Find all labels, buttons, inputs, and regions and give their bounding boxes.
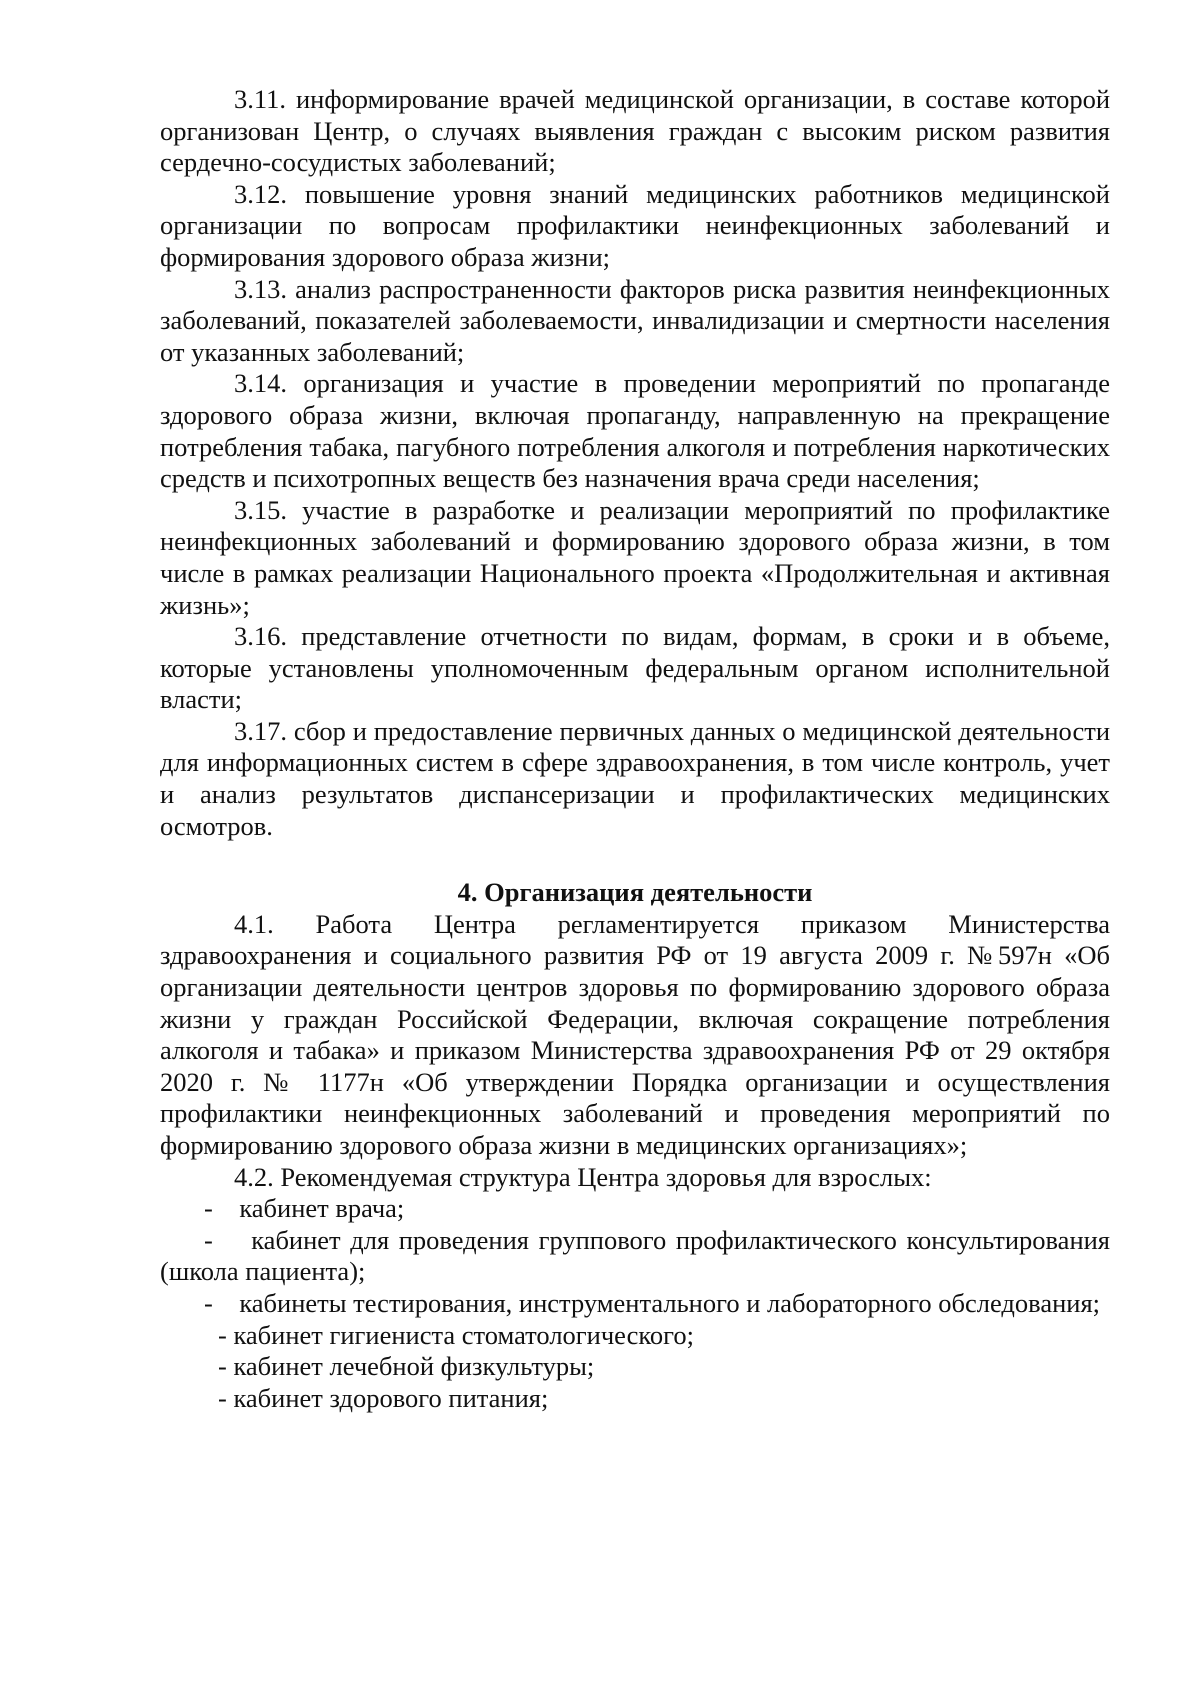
list-item-dental-hygienist: - кабинет гигиениста стоматологического;: [218, 1319, 694, 1350]
item-4-2: 4.2. Рекомендуемая структура Центра здоровья для взрослых:: [234, 1161, 932, 1192]
section-4-heading: 4. Организация деятельности: [457, 877, 813, 908]
item-3-11: 3.11. информирование врачей медицинской организации, в составе которой организован Центр, о случаях выявления граждан с высоким риском развития сердечно-сосудистых заболеваний;: [160, 84, 1110, 178]
list-item-group-consulting: - кабинет для проведения группового профилактического консультирования (школа пациента);: [160, 1224, 1117, 1287]
item-3-13: 3.13. анализ распространенности факторов риска развития неинфекционных заболеваний, показателей заболеваемости, инвалидизации и смертности населения от указанных заболеваний;: [160, 273, 1110, 367]
item-3-14: 3.14. организация и участие в проведении мероприятий по пропаганде здорового образа жизни, включая пропаганду, направленную на прекращение потребления табака, пагубного потребления алкоголя и потребления наркотических средств и психотропных веществ без назначения врача среди населения;: [160, 368, 1110, 494]
item-3-17: 3.17. сбор и предоставление первичных данных о медицинской деятельности для информационных систем в сфере здравоохранения, в том числе контроль, учет и анализ результатов диспансеризации и профилактических медицинских осмотров.: [160, 715, 1110, 841]
list-item-physical-therapy: - кабинет лечебной физкультуры;: [218, 1351, 595, 1382]
item-3-12: 3.12. повышение уровня знаний медицинских работников медицинской организации по вопросам профилактики неинфекционных заболеваний и формирования здорового образа жизни;: [160, 178, 1110, 272]
list-item-testing-rooms: - кабинеты тестирования, инструментального и лабораторного обследования;: [204, 1287, 1101, 1318]
list-item-healthy-nutrition: - кабинет здорового питания;: [218, 1382, 549, 1413]
list-item-doctor-office: - кабинет врача;: [204, 1193, 405, 1224]
item-3-15: 3.15. участие в разработке и реализации мероприятий по профилактике неинфекционных заболеваний и формированию здорового образа жизни, в том числе в рамках реализации Национального проекта «Продолжительная и активная жизнь»;: [160, 494, 1110, 620]
document-page: [160, 84, 1117, 1414]
item-3-16: 3.16. представление отчетности по видам, формам, в сроки и в объеме, которые установлены уполномоченным федеральным органом исполнительной власти;: [160, 621, 1110, 715]
item-4-1: 4.1. Работа Центра регламентируется приказом Министерства здравоохранения и социального развития РФ от 19 августа 2009 г. №597н «Об организации деятельности центров здоровья по формированию здорового образа жизни у граждан Российской Федерации, включая сокращение потребления алкоголя и табака» и приказом Министерства здравоохранения РФ от 29 октября 2020 г. № 1177н «Об утверждении Порядка организации и осуществления профилактики неинфекционных заболеваний и проведения мероприятий по формированию здорового образа жизни в медицинских организациях»;: [160, 908, 1110, 1160]
